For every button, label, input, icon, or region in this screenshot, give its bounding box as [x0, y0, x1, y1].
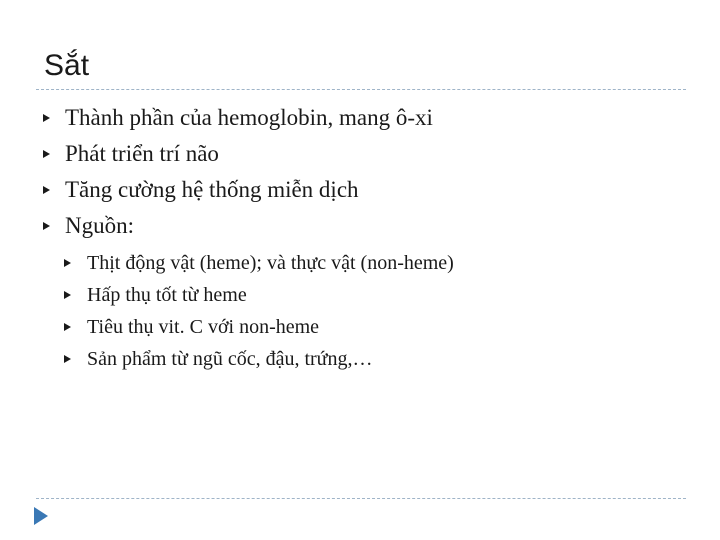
bullet-text: Thành phần của hemoglobin, mang ô-xi: [65, 105, 433, 130]
bullet-item: [36, 100, 433, 136]
triangle-bullet-icon: [64, 291, 71, 299]
title-divider: [36, 89, 686, 90]
sub-bullet-item: [56, 247, 454, 279]
bullet-text: Nguồn:: [65, 213, 134, 238]
sub-bullet-text: Sản phẩm từ ngũ cốc, đậu, trứng,…: [87, 348, 373, 370]
sub-bullet-text: Tiêu thụ vit. C với non-heme: [87, 316, 320, 338]
triangle-bullet-icon: [64, 259, 71, 267]
bullet-list: [36, 100, 433, 244]
sub-bullet-item: [56, 343, 454, 375]
bullet-text: Tăng cường hệ thống miễn dịch: [65, 177, 359, 202]
sub-bullet-list: [56, 247, 454, 375]
footer-divider: [36, 498, 686, 499]
triangle-bullet-icon: [43, 222, 50, 230]
bullet-item: [36, 172, 433, 208]
triangle-bullet-icon: [43, 114, 50, 122]
next-slide-arrow-icon[interactable]: [34, 507, 48, 525]
sub-bullet-item: [56, 279, 454, 311]
sub-bullet-item: [56, 311, 454, 343]
sub-bullet-text: Thịt động vật (heme); và thực vật (non-heme): [87, 252, 454, 274]
triangle-bullet-icon: [43, 186, 50, 194]
sub-bullet-text: Hấp thụ tốt từ heme: [87, 284, 247, 306]
bullet-item: [36, 208, 433, 244]
triangle-bullet-icon: [64, 323, 71, 331]
triangle-bullet-icon: [64, 355, 71, 363]
bullet-text: Phát triển trí não: [65, 141, 219, 166]
bullet-item: [36, 136, 433, 172]
triangle-bullet-icon: [43, 150, 50, 158]
slide-title: Sắt: [44, 49, 90, 82]
